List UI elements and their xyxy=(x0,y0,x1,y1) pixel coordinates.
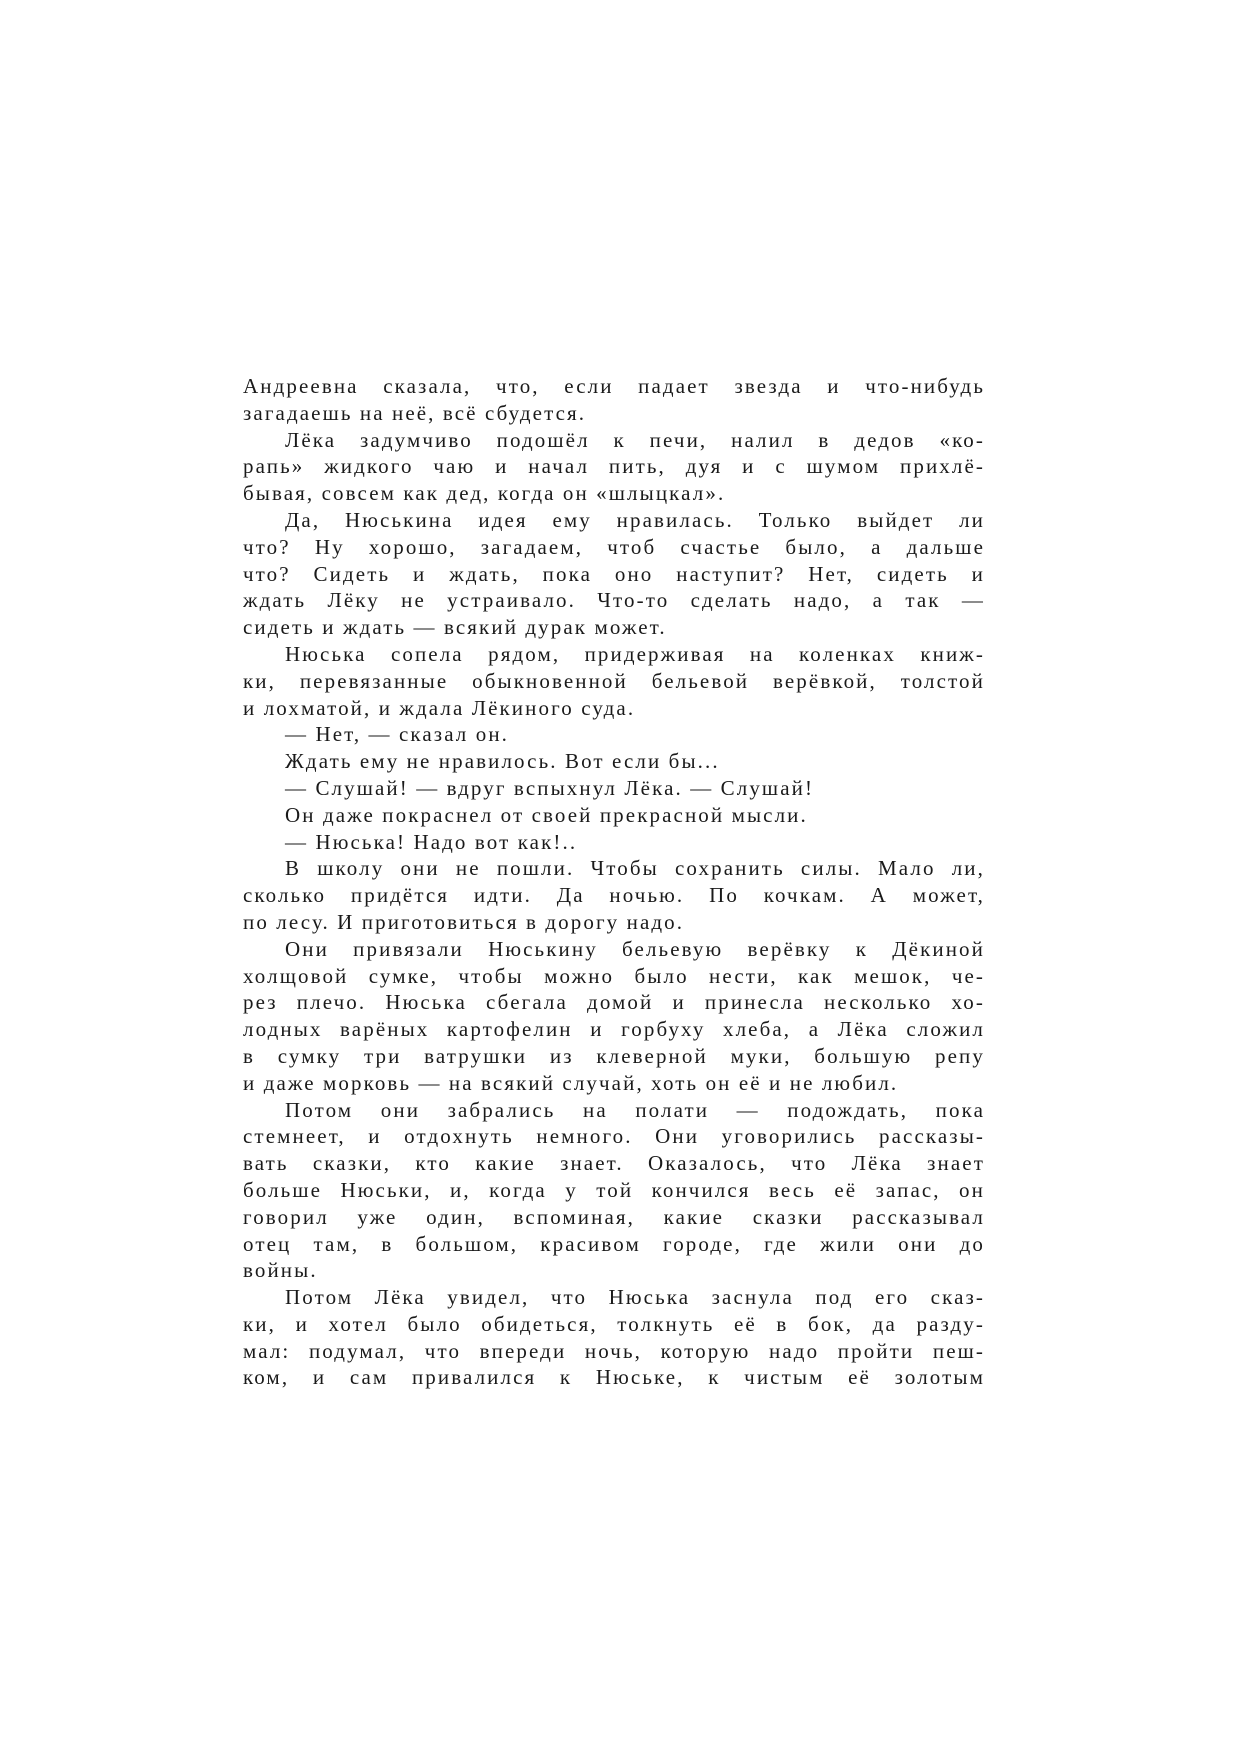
text-line: ки, и хотел было обидеться, толкнуть её в бок, да разду- xyxy=(243,1311,985,1336)
text-line: по лесу. И приготовиться в дорогу надо. xyxy=(243,909,685,934)
text-line: холщовой сумке, чтобы можно было нести, как мешок, че- xyxy=(243,963,985,988)
text-line: сколько придётся идти. Да ночью. По кочкам. А может, xyxy=(243,883,985,908)
text-line: стемнеет, и отдохнуть немного. Они уговорились рассказы- xyxy=(243,1124,985,1149)
text-line: — Нюська! Надо вот как!.. xyxy=(285,829,578,854)
text-line: бывая, совсем как дед, когда он «шлыцкал». xyxy=(243,481,726,506)
text-line: отец там, в большом, красивом городе, где жили они до xyxy=(243,1231,985,1256)
text-line: больше Нюськи, и, когда у той кончился весь её запас, он xyxy=(243,1177,985,1202)
text-line: рапь» жидкого чаю и начал пить, дуя и с шумом прихлё- xyxy=(243,454,985,479)
text-line: рез плечо. Нюська сбегала домой и принесла несколько хо- xyxy=(243,990,985,1015)
text-line: что? Сидеть и ждать, пока оно наступит? Нет, сидеть и xyxy=(243,561,985,586)
text-line: ждать Лёку не устраивало. Что-то сделать надо, а так — xyxy=(243,588,985,613)
text-line: — Нет, — сказал он. xyxy=(285,722,510,747)
text-line: ком, и сам привалился к Нюське, к чистым её золотым xyxy=(243,1365,985,1390)
text-line: ки, перевязанные обыкновенной бельевой верёвкой, толстой xyxy=(243,668,985,693)
text-line: Андреевна сказала, что, если падает звезда и что-нибудь xyxy=(243,374,985,398)
text-line: в сумку три ватрушки из клеверной муки, большую репу xyxy=(243,1043,985,1068)
text-line: Потом Лёка увидел, что Нюська заснула под его сказ- xyxy=(285,1285,985,1310)
text-line: говорил уже один, вспоминая, какие сказки рассказывал xyxy=(243,1204,985,1229)
text-line: и лохматой, и ждала Лёкиного суда. xyxy=(243,695,636,720)
text-line: загадаешь на неё, всё сбудется. xyxy=(243,400,587,425)
text-line: и даже морковь — на всякий случай, хоть он её и не любил. xyxy=(243,1070,899,1095)
text-line: лодных варёных картофелин и горбуху хлеба, а Лёка сложил xyxy=(243,1017,985,1042)
text-line: что? Ну хорошо, загадаем, чтоб счастье было, а дальше xyxy=(243,534,985,559)
body-text xyxy=(243,373,985,1391)
text-line: — Слушай! — вдруг вспыхнул Лёка. — Слушай! xyxy=(285,775,815,800)
text-line: Он даже покраснел от своей прекрасной мысли. xyxy=(285,802,808,827)
text-line: сидеть и ждать — всякий дурак может. xyxy=(243,615,667,640)
text-line: Они привязали Нюськину бельевую верёвку к Дёкиной xyxy=(285,936,985,961)
text-line: войны. xyxy=(243,1258,318,1283)
text-line: мал: подумал, что впереди ночь, которую надо пройти пеш- xyxy=(243,1338,985,1363)
text-line: вать сказки, кто какие знает. Оказалось, что Лёка знает xyxy=(243,1151,985,1176)
text-line: Да, Нюськина идея ему нравилась. Только выйдет ли xyxy=(285,507,985,532)
text-line: Ждать ему не нравилось. Вот если бы... xyxy=(285,749,720,774)
text-line: Нюська сопела рядом, придерживая на коленках книж- xyxy=(285,641,985,666)
text-line: Лёка задумчиво подошёл к печи, налил в дедов «ко- xyxy=(285,427,985,452)
text-line: В школу они не пошли. Чтобы сохранить силы. Мало ли, xyxy=(285,856,985,881)
text-line: Потом они забрались на полати — подождать, пока xyxy=(285,1097,985,1122)
